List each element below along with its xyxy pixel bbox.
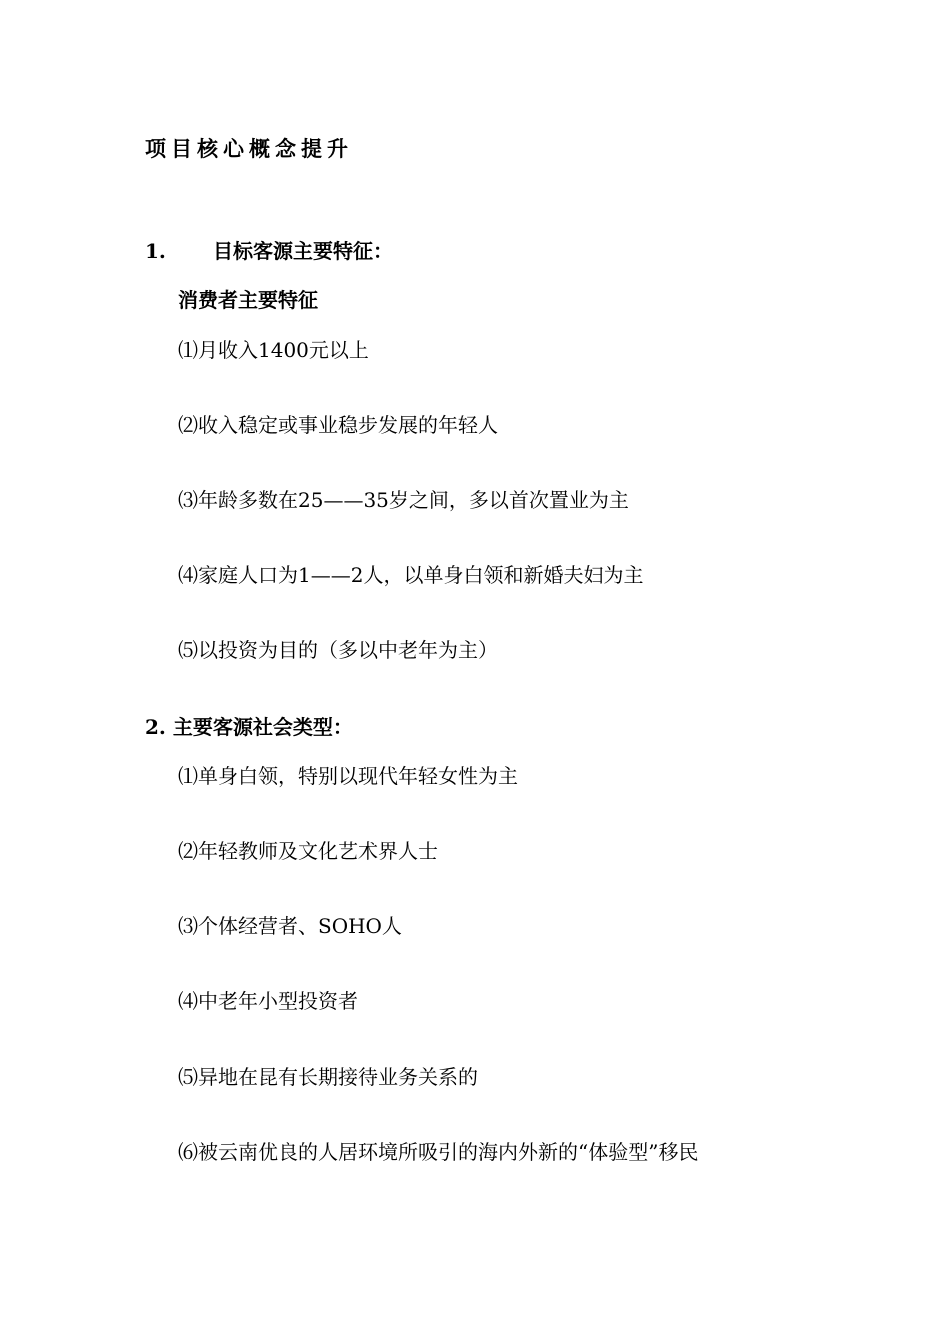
section1-number: 1. bbox=[145, 239, 166, 263]
document-title: 项目核心概念提升 bbox=[145, 137, 353, 161]
section2-item-6: ⑹被云南优良的人居环境所吸引的海内外新的“体验型”移民 bbox=[178, 1140, 699, 1164]
section1-subheading: 消费者主要特征 bbox=[178, 288, 318, 312]
section2-item-1: ⑴单身白领，特别以现代年轻女性为主 bbox=[178, 764, 518, 788]
section1-heading: 目标客源主要特征： bbox=[213, 239, 393, 263]
section2-heading: 2. 主要客源社会类型： bbox=[145, 715, 353, 739]
section1-item-1: ⑴月收入1400元以上 bbox=[178, 338, 369, 362]
section1-item-3: ⑶年龄多数在25——35岁之间，多以首次置业为主 bbox=[178, 488, 629, 512]
section1-item-4: ⑷家庭人口为1——2人，以单身白领和新婚夫妇为主 bbox=[178, 563, 644, 587]
section2-item-4: ⑷中老年小型投资者 bbox=[178, 989, 358, 1013]
section1-item-2: ⑵收入稳定或事业稳步发展的年轻人 bbox=[178, 413, 498, 437]
section2-item-2: ⑵年轻教师及文化艺术界人士 bbox=[178, 839, 438, 863]
section1-item-5: ⑸以投资为目的（多以中老年为主） bbox=[178, 638, 498, 662]
section2-item-3: ⑶个体经营者、SOHO人 bbox=[178, 914, 402, 938]
section2-item-5: ⑸异地在昆有长期接待业务关系的 bbox=[178, 1065, 478, 1089]
